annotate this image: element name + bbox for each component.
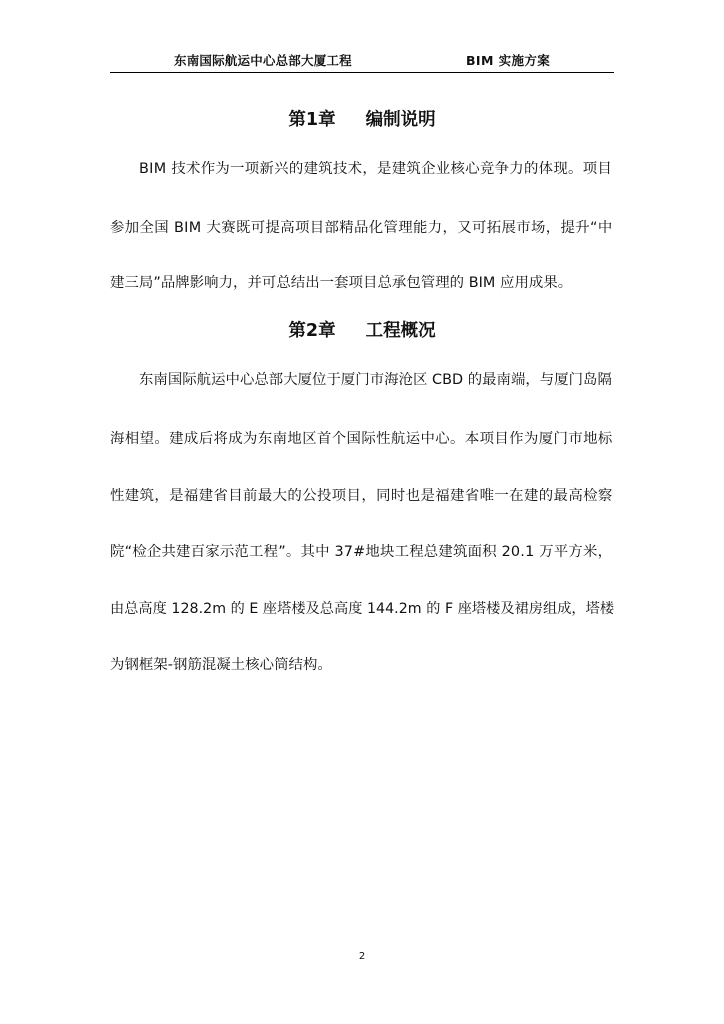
chapter-1-number: 第1章 bbox=[288, 110, 336, 130]
page-header bbox=[110, 50, 614, 73]
chapter-1-heading bbox=[0, 106, 724, 131]
chapter-1-line-2: 参加全国 BIM 大赛既可提高项目部精品化管理能力，又可拓展市场，提升“中 bbox=[110, 220, 613, 236]
chapter-1-line-3: 建三局”品牌影响力，并可总结出一套项目总承包管理的 BIM 应用成果。 bbox=[110, 275, 573, 291]
chapter-2-heading bbox=[0, 317, 724, 342]
chapter-2-line-6: 为钢框架-钢筋混凝土核心筒结构。 bbox=[110, 657, 332, 673]
chapter-2-title: 工程概况 bbox=[365, 321, 436, 341]
chapter-1-title: 编制说明 bbox=[365, 110, 436, 130]
page-number: 2 bbox=[358, 951, 366, 962]
header-document-title: BIM 实施方案 bbox=[466, 53, 551, 68]
header-project-title: 东南国际航运中心总部大厦工程 bbox=[174, 53, 352, 68]
chapter-2-line-5: 由总高度 128.2m 的 E 座塔楼及总高度 144.2m 的 F 座塔楼及裙房组成，塔楼 bbox=[110, 601, 615, 617]
chapter-2-line-2: 海相望。建成后将成为东南地区首个国际性航运中心。本项目作为厦门市地标 bbox=[110, 431, 613, 447]
chapter-2-number: 第2章 bbox=[288, 321, 336, 341]
chapter-2-line-1: 东南国际航运中心总部大厦位于厦门市海沧区 CBD 的最南端，与厦门岛隔 bbox=[139, 372, 612, 388]
chapter-2-line-4: 院“检企共建百家示范工程”。其中 37#地块工程总建筑面积 20.1 万平方米， bbox=[110, 544, 613, 560]
chapter-2-line-3: 性建筑，是福建省目前最大的公投项目，同时也是福建省唯一在建的最高检察 bbox=[110, 488, 613, 504]
chapter-1-line-1: BIM 技术作为一项新兴的建筑技术，是建筑企业核心竞争力的体现。项目 bbox=[139, 161, 613, 177]
